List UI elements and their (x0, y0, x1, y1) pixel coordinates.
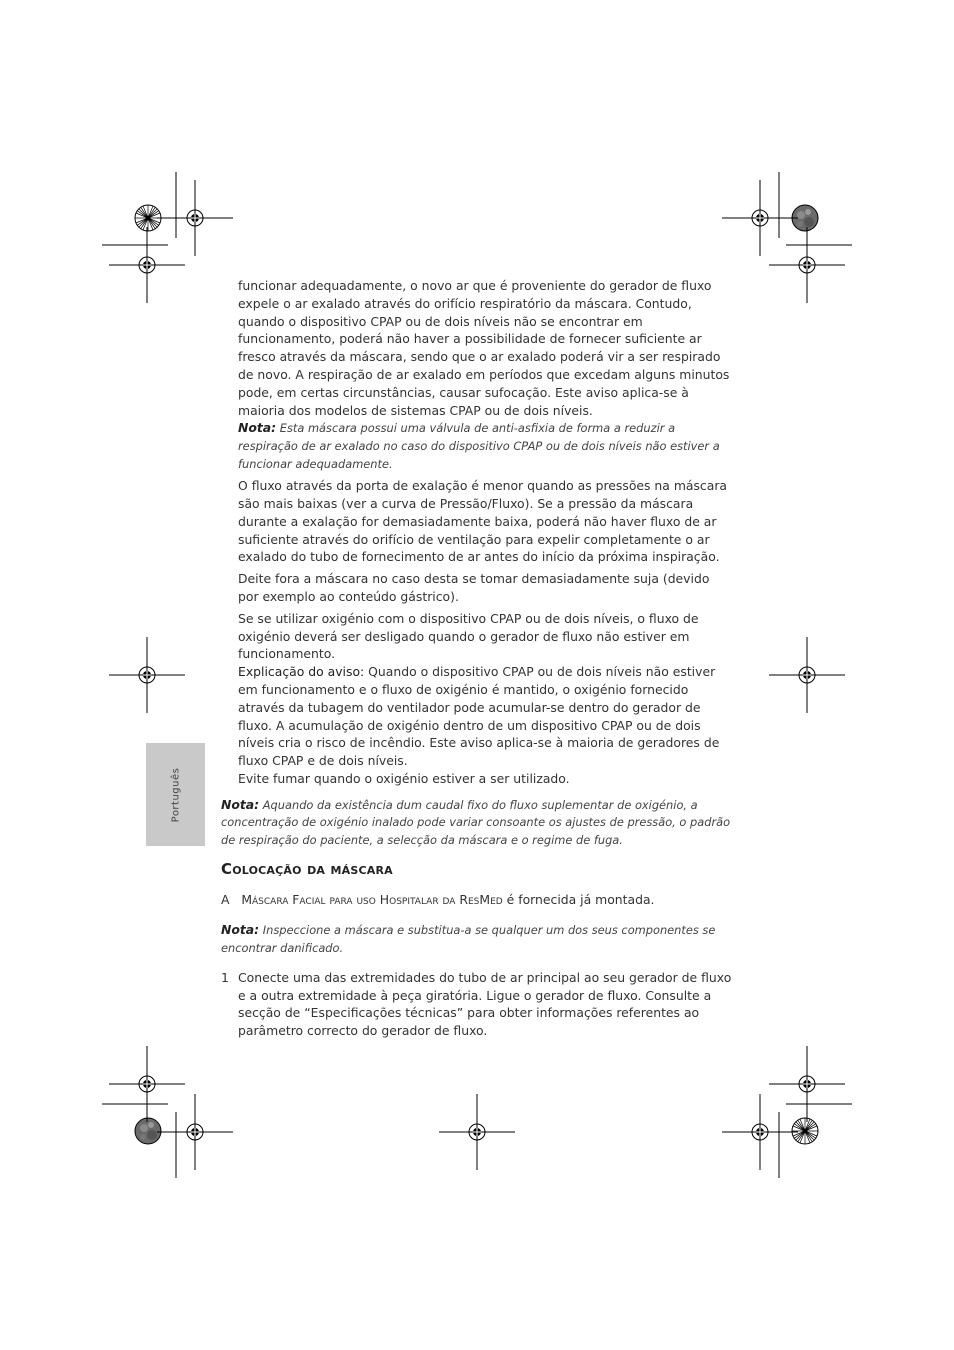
note-inspect-mask (221, 921, 733, 957)
note-anti-asphyxia (238, 419, 733, 473)
paragraph-oxygen-use: Se se utilizar oxigénio com o dispositivo CPAP ou de dois níveis, o fluxo de oxigénio deverá ser desligado quando o gerador de fluxo não estiver em funcionamento. (238, 610, 699, 662)
note-text: Inspeccione a máscara e substitua-a se qualquer um dos seus componentes se encontrar danificado. (221, 923, 716, 955)
note-label: Nota: (221, 796, 260, 812)
language-tab (146, 743, 205, 846)
intro-prefix: A (221, 892, 230, 908)
section-intro (221, 891, 733, 909)
step-text: Conecte uma das extremidades do tubo de ar principal ao seu gerador de fluxo e a outra extremidade à peça giratória. Ligue o gerador de fluxo. Consulte a secção de “Especificações técnicas” para obter informações referentes ao parâmetro correcto do gerador de fluxo. (238, 969, 732, 1039)
step-1 (221, 969, 733, 1040)
language-tab-label: Português (170, 767, 181, 822)
step-number: 1 (221, 969, 229, 985)
intro-suffix: é fornecida já montada. (506, 892, 655, 908)
note-label: Nota: (238, 420, 277, 436)
note-oxygen-concentration (221, 796, 733, 850)
page-content (221, 277, 733, 1040)
section-heading: Colocação da máscara (221, 859, 393, 878)
note-text: Aquando da existência dum caudal fixo do fluxo suplementar de oxigénio, a concentração de oxigénio inalado pode variar consoante os ajustes de pressão, o padrão de respiração do paciente, a selecção da máscara e o regime de fuga. (221, 797, 731, 847)
paragraph-exhaled-air: funcionar adequadamente, o novo ar que é proveniente do gerador de fluxo expele o ar exalado através do orifício respiratório da máscara. Contudo, quando o dispositivo CPAP ou de dois níveis não se encontrar em funcionamento, poderá não haver a possibilidade de fornecer suficiente ar fresco através da máscara, sendo que o ar exalado poderá vir a ser respirado de novo. A respiração de ar exalado em períodos que excedam alguns minutos pode, em certas circunstâncias, causar sufocação. Este aviso aplica-se à maioria dos modelos de sistemas CPAP ou de dois níveis. (238, 278, 730, 418)
paragraph-no-smoking: Evite fumar quando o oxigénio estiver a ser utilizado. (238, 770, 570, 786)
product-name: Máscara Facial para uso Hospitalar da ResMed (241, 892, 503, 908)
paragraph-warning-explanation (238, 663, 733, 770)
paragraph-exhalation-flow: O fluxo através da porta de exalação é menor quando as pressões na máscara são mais baixas (ver a curva de Pressão/Fluxo). Se a pressão da máscara durante a exalação for demasiadamente baixa, poderá não haver fluxo de ar suficiente através do orifício de ventilação para expelir completamente o ar exalado do tubo de fornecimento de ar antes do início da próxima inspiração. (238, 478, 728, 565)
note-label: Nota: (221, 922, 260, 938)
warning-label: Explicação do aviso: (238, 664, 365, 680)
note-text: Esta máscara possui uma válvula de anti-asfixia de forma a reduzir a respiração de ar exalado no caso do dispositivo CPAP ou de dois níveis não estiver a funcionar adequadamente. (238, 421, 720, 471)
paragraph-discard-mask: Deite fora a máscara no caso desta se tomar demasiadamente suja (devido por exemplo ao conteúdo gástrico). (238, 571, 710, 604)
warning-text: Quando o dispositivo CPAP ou de dois níveis não estiver em funcionamento e o fluxo de oxigénio é mantido, o oxigénio fornecido através da tubagem do ventilador pode acumular-se dentro do gerador de fluxo. A acumulação de oxigénio dentro de um dispositivo CPAP ou de dois níveis cria o risco de incêndio. Este aviso aplica-se à maioria de geradores de fluxo CPAP e de dois níveis. (238, 664, 720, 769)
